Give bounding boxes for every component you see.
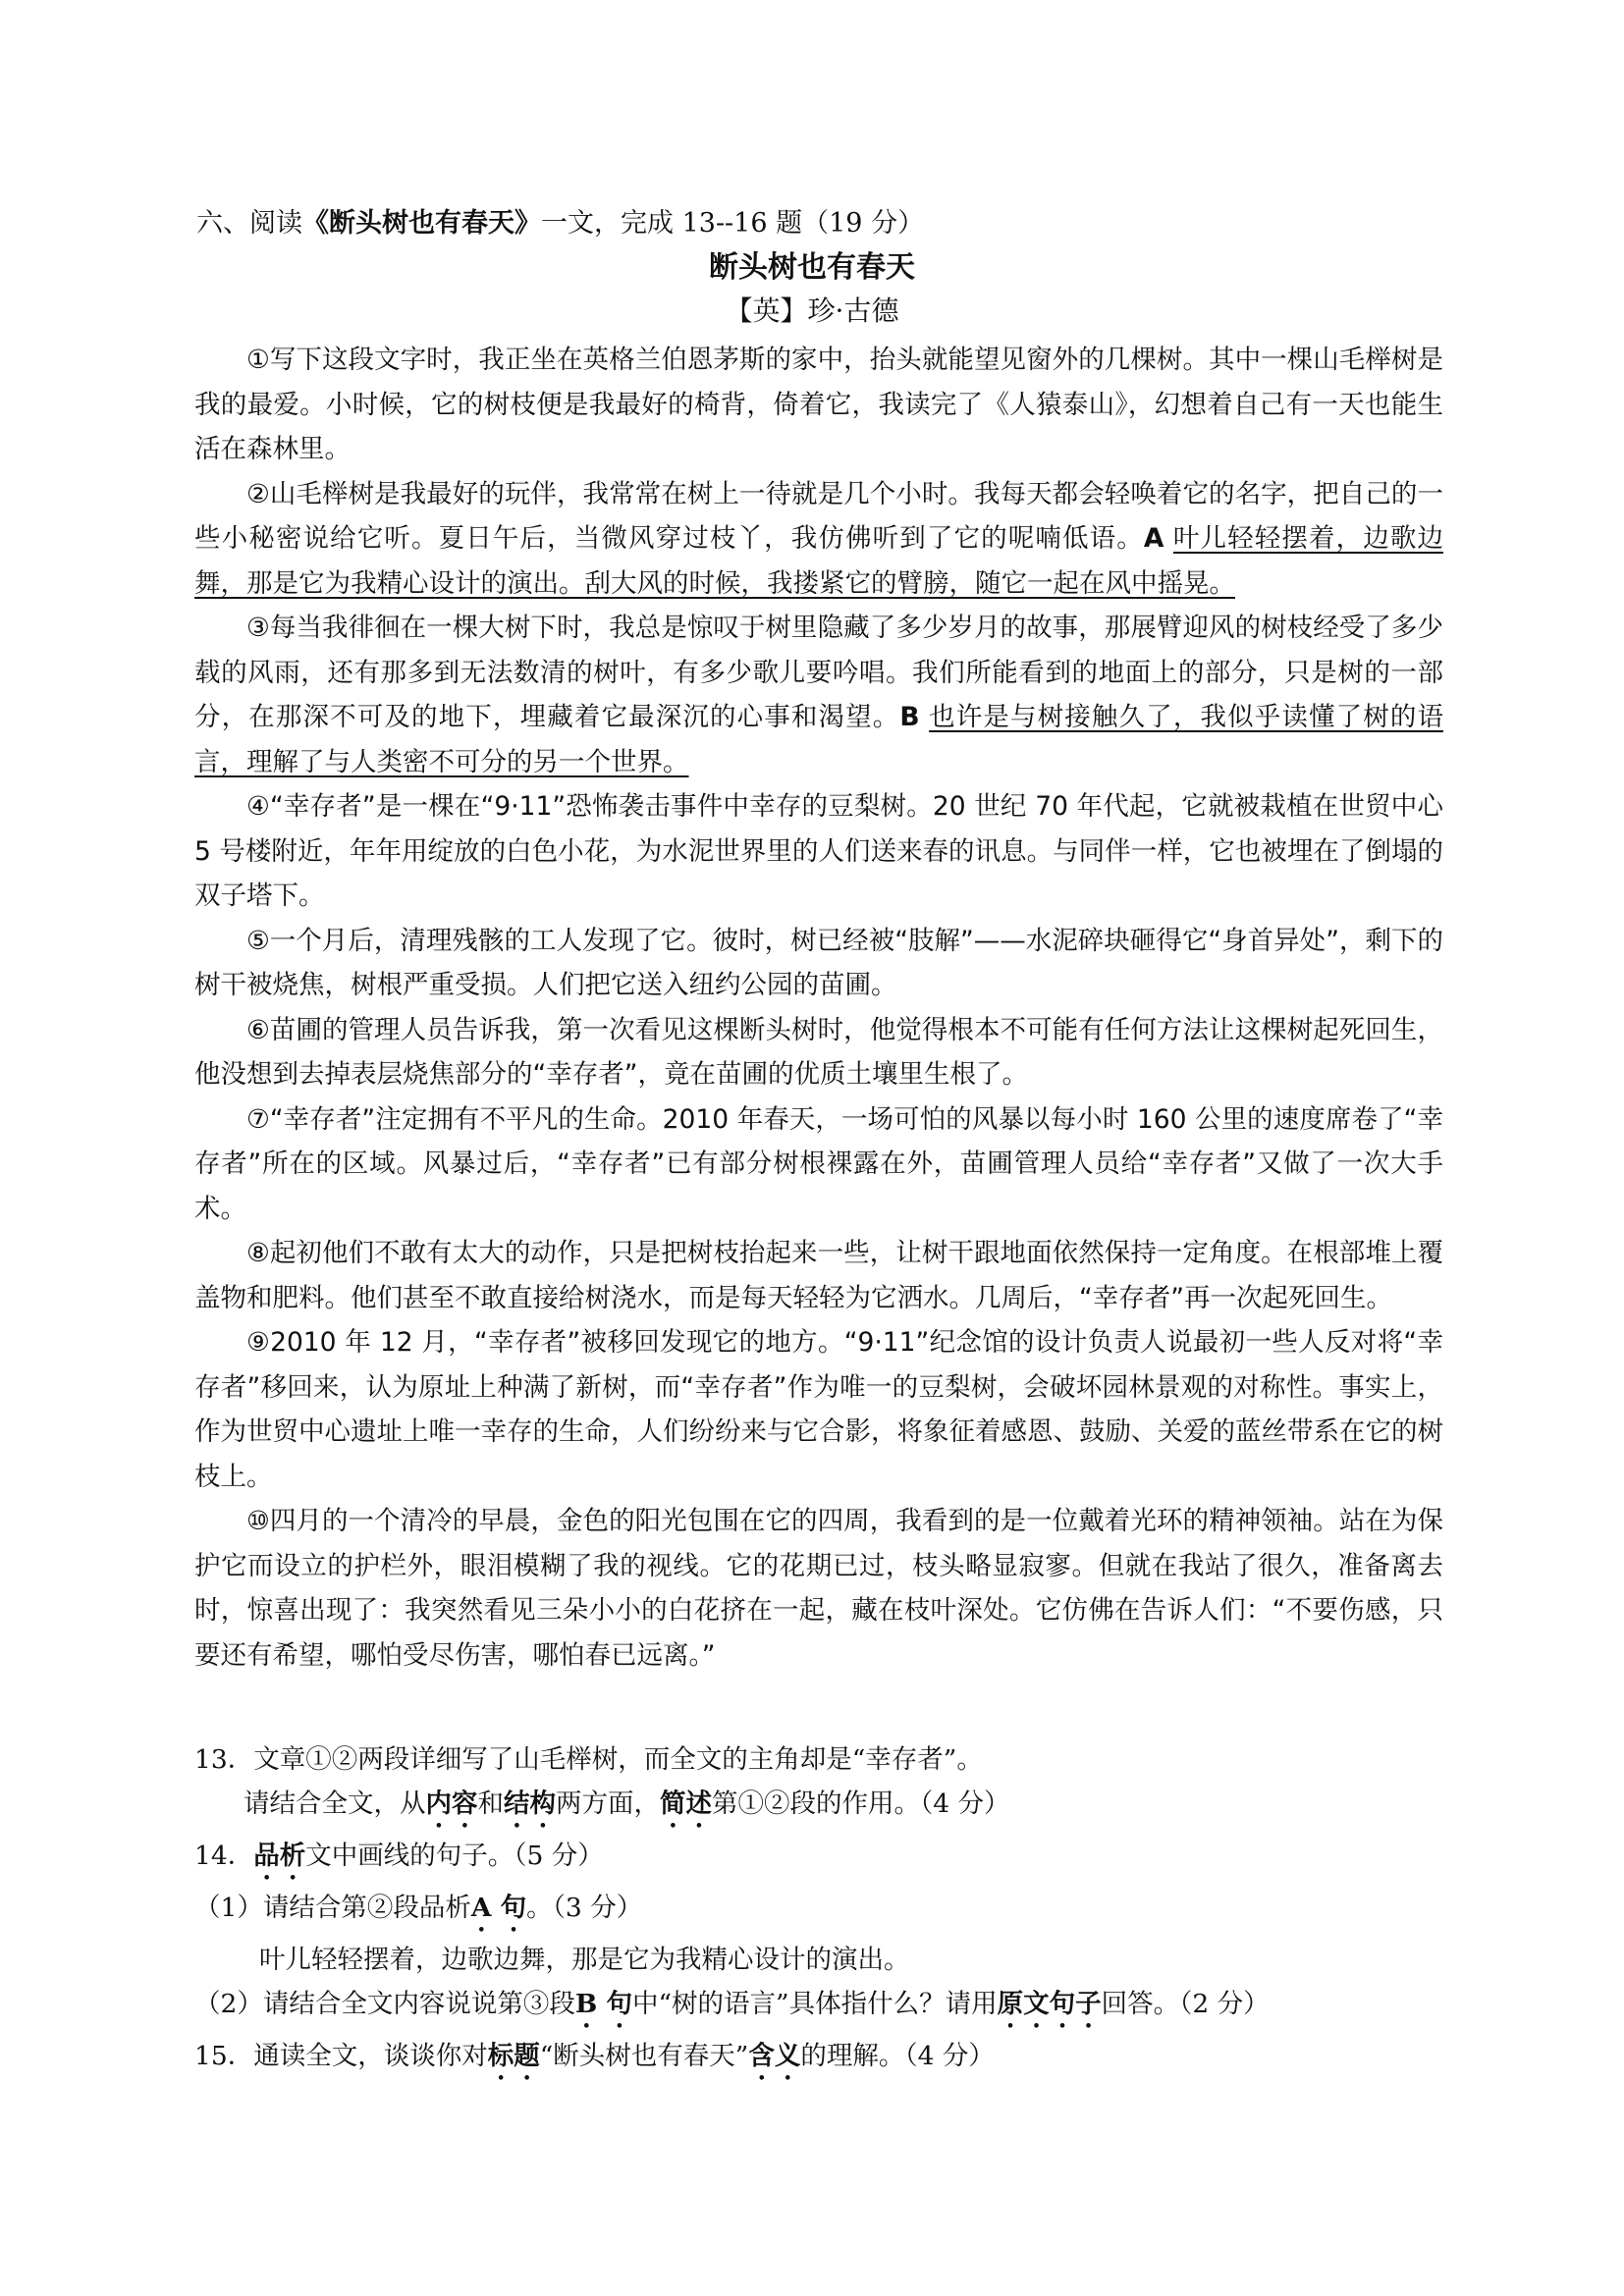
heading-suffix: 一文，完成 13--16 题（19 分） xyxy=(541,208,925,239)
paragraph-8: ⑧起初他们不敢有太大的动作，只是把树枝抬起来一些，让树干跟地面依然保持一定角度。在根部堆上覆盖物和肥料。他们甚至不敢直接给树浇水，而是每天轻轻为它洒水。几周后，“幸存者”再一次起死回生。 xyxy=(194,1238,1443,1313)
q15-text-a: 15．通读全文，谈谈你对 xyxy=(194,2041,488,2071)
q13-emphasis-content: 内容 xyxy=(425,1789,478,1819)
paragraph-5: ⑤一个月后，清理残骸的工人发现了它。彼时，树已经被“肢解”——水泥碎块砸得它“身首异处”，剩下的树干被烧焦，树根严重受损。人们把它送入纽约公园的苗圃。 xyxy=(194,925,1443,1000)
q13-text-g: 第①②段的作用。（4 分） xyxy=(712,1789,1010,1819)
q13-text-e: 两方面， xyxy=(556,1789,660,1819)
article-title: 断头树也有春天 xyxy=(709,250,915,285)
sentence-b-marker: B xyxy=(899,702,920,732)
paragraph-4: ④“幸存者”是一棵在“9·11”恐怖袭击事件中幸存的豆梨树。20 世纪 70 年代起，它就被栽植在世贸中心 5 号楼附近，年年用绽放的白色小花，为水泥世界里的人们送来春的讯息。与同伴一样，它也被埋在了倒塌的双子塔下。 xyxy=(194,791,1443,911)
paragraph-1: ①写下这段文字时，我正坐在英格兰伯恩茅斯的家中，抬头就能望见窗外的几棵树。其中一棵山毛榉树是我的最爱。小时候，它的树枝便是我最好的椅背，倚着它，我读完了《人猿泰山》，幻想着自己有一天也能生活在森林里。 xyxy=(194,345,1443,464)
paragraph-7: ⑦“幸存者”注定拥有不平凡的生命。2010 年春天，一场可怕的风暴以每小时 160 公里的速度席卷了“幸存者”所在的区域。风暴过后，“幸存者”已有部分树根裸露在外，苗圃管理人员给“幸存者”又做了一次大手术。 xyxy=(194,1103,1443,1224)
paragraph-10: ⑩四月的一个清冷的早晨，金色的阳光包围在它的四周，我看到的是一位戴着光环的精神领袖。站在为保护它而设立的护栏外，眼泪模糊了我的视线。它的花期已过，枝头略显寂寥。但就在我站了很久，准备离去时，惊喜出现了：我突然看见三朵小小的白花挤在一起，藏在枝叶深处。它仿佛在告诉人们：“不要伤感，只要还有希望，哪怕受尽伤害，哪怕春已远离。” xyxy=(194,1506,1443,1671)
question-14 xyxy=(194,1834,1451,1886)
article-body xyxy=(194,338,1443,1678)
question-14-part-1-quote: 叶儿轻轻摆着，边歌边舞，那是它为我精心设计的演出。 xyxy=(259,1945,910,1975)
q14-text: 文中画线的句子。（5 分） xyxy=(305,1841,604,1871)
question-15 xyxy=(194,2034,1451,2086)
paragraph-2 xyxy=(194,472,1443,607)
heading-prefix: 六、阅读 xyxy=(196,208,302,239)
sentence-b-underlined: 也许是与树接触久了，我似乎读懂了树的语言，理解了与人类密不可分的另一个世界。 xyxy=(194,702,1443,777)
q15-text-c: “断头树也有春天” xyxy=(539,2041,749,2071)
q15-emphasis-title: 标题 xyxy=(487,2041,540,2071)
heading-article-title: 《断头树也有春天》 xyxy=(302,208,541,239)
sentence-a-marker: A xyxy=(1143,523,1164,554)
q14-emphasis-analyze: 品析 xyxy=(253,1841,306,1871)
question-14-part-1 xyxy=(194,1886,1451,1938)
sentence-a-underlined: 叶儿轻轻摆着，边歌边舞，那是它为我精心设计的演出。刮大风的时候，我搂紧它的臂膀，随它一起在风中摇晃。 xyxy=(194,523,1443,599)
questions-section xyxy=(194,1737,1451,2086)
q14-number: 14． xyxy=(194,1841,254,1871)
question-14-part-2 xyxy=(194,1982,1451,2034)
q15-emphasis-meaning: 含义 xyxy=(748,2041,801,2071)
q14-1-text-c: 。（3 分） xyxy=(526,1893,643,1923)
q14-2-text-a: （2）请结合全文内容说说第③段 xyxy=(194,1989,575,2019)
question-13-line-2 xyxy=(194,1782,1451,1834)
paragraph-3 xyxy=(194,606,1443,784)
paragraph-9: ⑨2010 年 12 月，“幸存者”被移回发现它的地方。“9·11”纪念馆的设计负责人说最初一些人反对将“幸存者”移回来，认为原址上种满了新树，而“幸存者”作为唯一的豆梨树，会破坏园林景观的对称性。事实上，作为世贸中心遗址上唯一幸存的生命，人们纷纷来与它合影，将象征着感恩、鼓励、关爱的蓝丝带系在它的树枝上。 xyxy=(194,1327,1443,1492)
q13-emphasis-summarize: 简述 xyxy=(660,1789,712,1819)
q15-text-e: 的理解。（4 分） xyxy=(800,2041,995,2071)
q14-2-text-c: 中“树的语言”具体指什么？请用 xyxy=(632,1989,998,2019)
paragraph-3-text: ③每当我徘徊在一棵大树下时，我总是惊叹于树里隐藏了多少岁月的故事，那展臂迎风的树枝经受了多少载的风雨，还有那多到无法数清的树叶，有多少歌儿要吟唱。我们所能看到的地面上的部分，只是树的一部分，在那深不可及的地下，埋藏着它最深沉的心事和渴望。 xyxy=(194,613,1443,732)
q14-1-emphasis-a-sentence: A 句 xyxy=(470,1893,527,1923)
question-13-line-1: 13．文章①②两段详细写了山毛榉树，而全文的主角却是“幸存者”。 xyxy=(194,1744,983,1775)
article-author: 【英】珍·古德 xyxy=(725,294,899,327)
q14-2-emphasis-original-sentence: 原文句子 xyxy=(997,1989,1102,2019)
paragraph-6: ⑥苗圃的管理人员告诉我，第一次看见这棵断头树时，他觉得根本不可能有任何方法让这棵树起死回生，他没想到去掉表层烧焦部分的“幸存者”，竟在苗圃的优质土壤里生根了。 xyxy=(194,1014,1443,1090)
q13-text-a: 请结合全文，从 xyxy=(244,1789,426,1819)
q13-text-c: 和 xyxy=(477,1789,504,1819)
q14-2-text-e: 回答。（2 分） xyxy=(1101,1989,1270,2019)
q13-emphasis-structure: 结构 xyxy=(504,1789,556,1819)
section-heading xyxy=(196,204,924,243)
q14-1-text-a: （1）请结合第②段品析 xyxy=(194,1893,471,1923)
paragraph-2-text: ②山毛榉树是我最好的玩伴，我常常在树上一待就是几个小时。我每天都会轻唤着它的名字，把自己的一些小秘密说给它听。夏日午后，当微风穿过枝丫，我仿佛听到了它的呢喃低语。 xyxy=(194,478,1443,554)
q14-2-emphasis-b-sentence: B 句 xyxy=(574,1989,632,2019)
